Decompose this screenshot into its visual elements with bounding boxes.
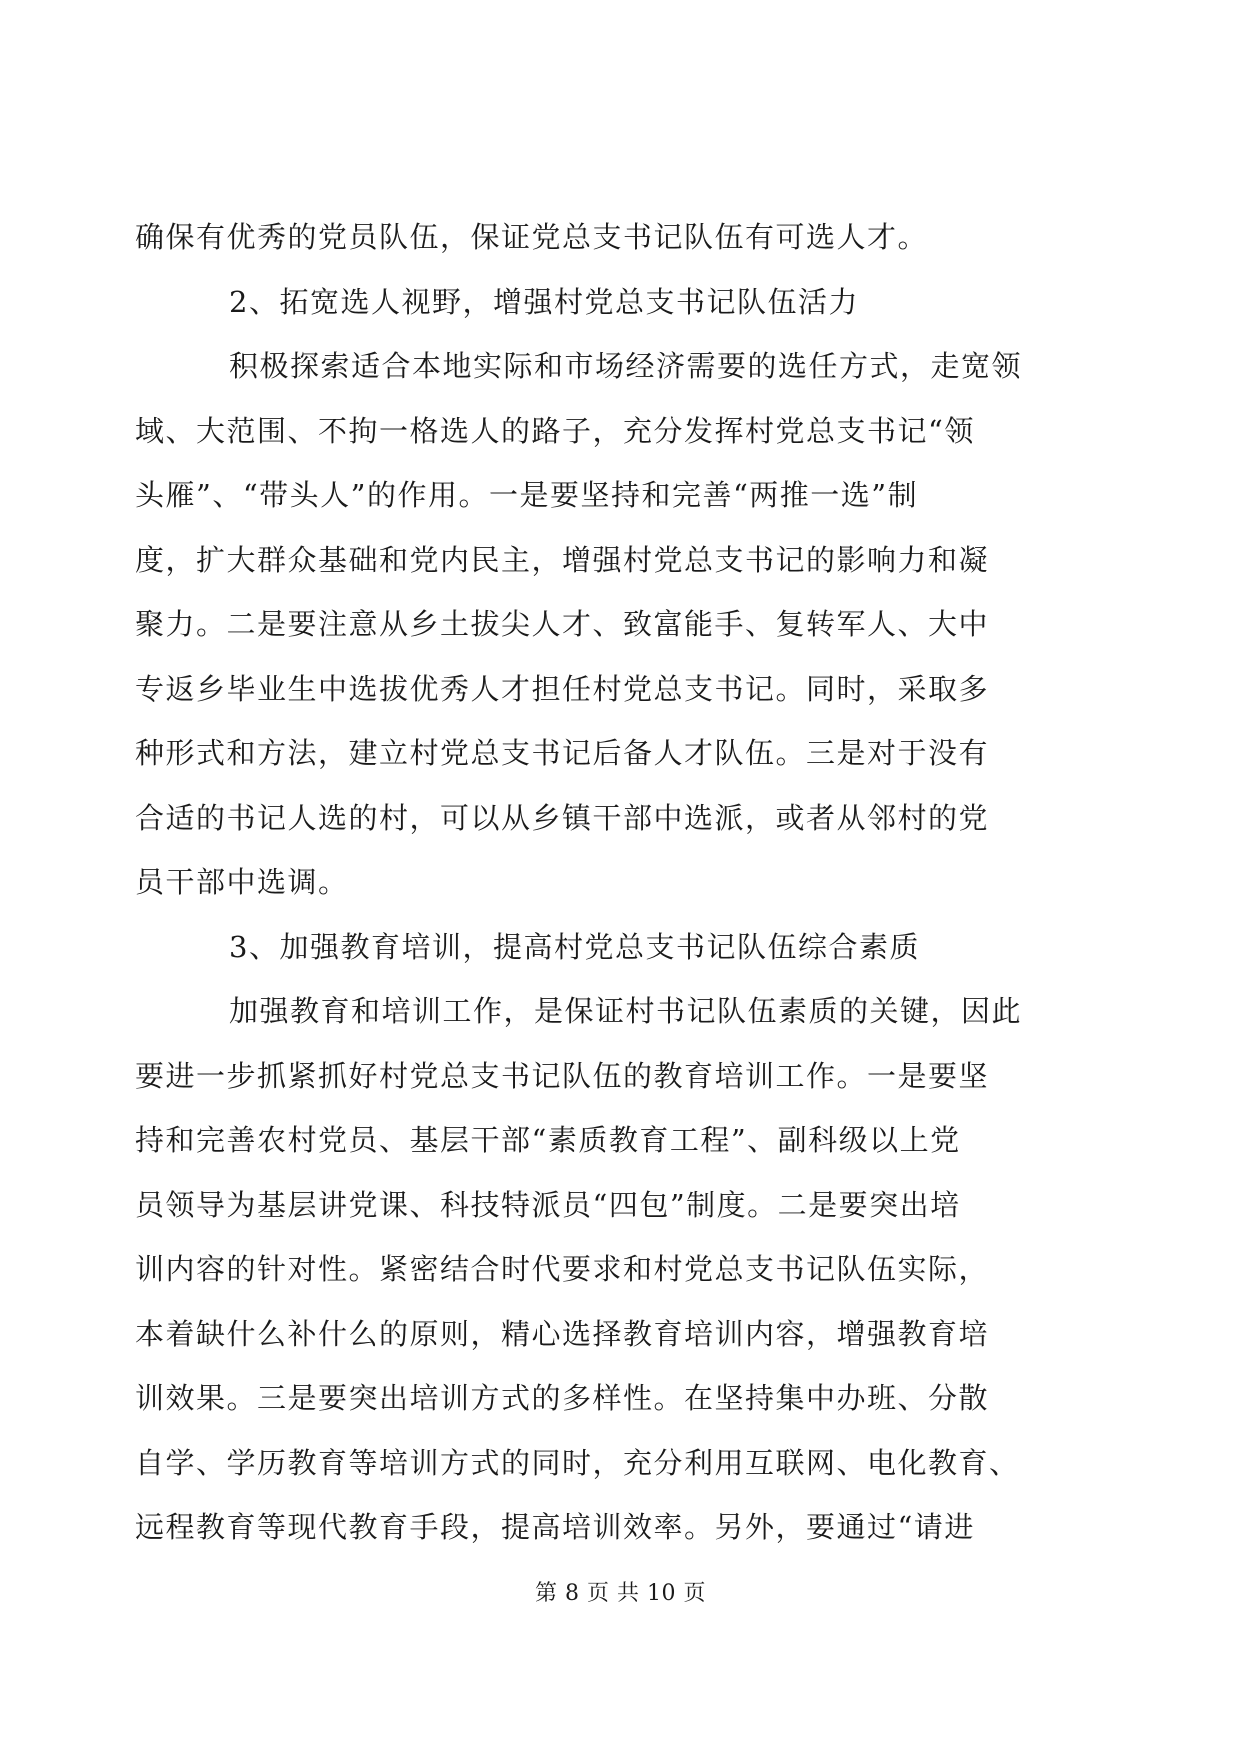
text-line: 持和完善农村党员、基层干部“素质教育工程”、副科级以上党	[135, 1123, 961, 1157]
text-line: 种形式和方法，建立村党总支书记后备人才队伍。三是对于没有	[135, 736, 990, 770]
text-line: 确保有优秀的党员队伍，保证党总支书记队伍有可选人才。	[135, 220, 929, 254]
text-line: 聚力。二是要注意从乡土拔尖人才、致富能手、复转军人、大中	[135, 607, 990, 641]
text-line: 远程教育等现代教育手段，提高培训效率。另外，要通过“请进	[135, 1510, 975, 1544]
text-line: 域、大范围、不拘一格选人的路子，充分发挥村党总支书记“领	[135, 413, 975, 448]
text-line: 训内容的针对性。紧密结合时代要求和村党总支书记队伍实际，	[135, 1252, 990, 1286]
text-line: 专返乡毕业生中选拔优秀人才担任村党总支书记。同时，采取多	[135, 671, 990, 706]
text-line: 要进一步抓紧抓好村党总支书记队伍的教育培训工作。一是要坚	[135, 1058, 990, 1093]
paragraph-first-line: 积极探索适合本地实际和市场经济需要的选任方式，走宽领	[229, 349, 1023, 383]
text-line: 度，扩大群众基础和党内民主，增强村党总支书记的影响力和凝	[135, 542, 990, 577]
section-heading: 2、拓宽选人视野，增强村党总支书记队伍活力	[229, 284, 859, 319]
text-line: 本着缺什么补什么的原则，精心选择教育培训内容，增强教育培	[135, 1316, 990, 1351]
page-number: 第 8 页 共 10 页	[535, 1581, 706, 1606]
text-line: 员干部中选调。	[135, 865, 349, 899]
text-line: 自学、学历教育等培训方式的同时，充分利用互联网、电化教育、	[135, 1445, 1020, 1480]
paragraph-first-line: 加强教育和培训工作，是保证村书记队伍素质的关键，因此	[229, 994, 1023, 1028]
body-text	[135, 205, 1110, 1560]
section-heading: 3、加强教育培训，提高村党总支书记队伍综合素质	[229, 929, 920, 964]
text-line: 合适的书记人选的村，可以从乡镇干部中选派，或者从邻村的党	[135, 800, 990, 835]
text-line: 头雁”、“带头人”的作用。一是要坚持和完善“两推一选”制	[135, 478, 919, 512]
text-line: 训效果。三是要突出培训方式的多样性。在坚持集中办班、分散	[135, 1381, 990, 1415]
text-line: 员领导为基层讲党课、科技特派员“四包”制度。二是要突出培	[135, 1187, 961, 1222]
